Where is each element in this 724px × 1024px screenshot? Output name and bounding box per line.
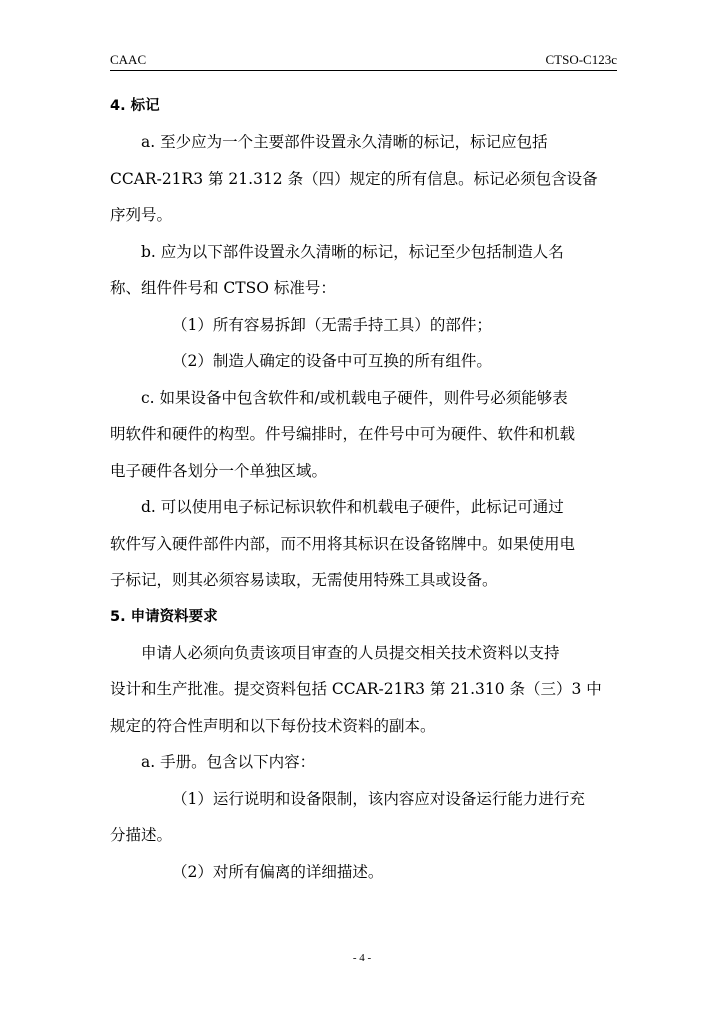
para-5-line-2: 设计和生产批准。提交资料包括 CCAR-21R3 第 21.310 条（三）3 中 xyxy=(110,680,602,698)
para-4d-line-2: 软件写入硬件部件内部，而不用将其标识在设备铭牌中。如果使用电 xyxy=(110,534,576,553)
para-4b-item-2: （2）制造人确定的设备中可互换的所有组件。 xyxy=(172,352,492,370)
page-header xyxy=(110,52,617,71)
section-5-heading: 5. 申请资料要求 xyxy=(110,608,218,625)
header-org: CAAC xyxy=(110,52,147,67)
para-4b-line-1: b. 应为以下部件设置永久清晰的标记，标记至少包括制造人名 xyxy=(141,242,564,261)
para-4c-line-3: 电子硬件各划分一个单独区域。 xyxy=(110,461,328,480)
para-4a-line-2: CCAR-21R3 第 21.312 条（四）规定的所有信息。标记必须包含设备 xyxy=(110,169,598,188)
page-number: - 4 - xyxy=(352,952,372,964)
para-5a-item-2: （2）对所有偏离的详细描述。 xyxy=(172,862,384,881)
para-4d-line-1: d. 可以使用电子标记标识软件和机载电子硬件，此标记可通过 xyxy=(141,498,564,516)
para-4c-line-2: 明软件和硬件的构型。件号编排时，在件号中可为硬件、软件和机载 xyxy=(110,425,576,443)
para-5a-line-1: a. 手册。包含以下内容： xyxy=(141,753,316,771)
para-5a-item-1-line-1: （1）运行说明和设备限制，该内容应对设备运行能力进行充 xyxy=(172,789,585,808)
header-doc-id: CTSO-C123c xyxy=(545,52,617,67)
para-4b-line-2: 称、组件件号和 CTSO 标准号： xyxy=(110,279,336,297)
para-4a-line-3: 序列号。 xyxy=(110,206,173,224)
para-5-line-1: 申请人必须向负责该项目审查的人员提交相关技术资料以支持 xyxy=(141,643,560,662)
para-5-line-3: 规定的符合性声明和以下每份技术资料的副本。 xyxy=(110,716,436,735)
para-4d-line-3: 子标记，则其必须容易读取，无需使用特殊工具或设备。 xyxy=(110,571,498,589)
section-4-heading: 4. 标记 xyxy=(110,98,160,114)
para-4b-item-1: （1）所有容易拆卸（无需手持工具）的部件； xyxy=(172,315,492,334)
para-4a-line-1: a. 至少应为一个主要部件设置永久清晰的标记，标记应包括 xyxy=(141,133,548,151)
para-5a-item-1-line-2: 分描述。 xyxy=(110,826,173,844)
document-body xyxy=(110,88,617,890)
para-4c-line-1: c. 如果设备中包含软件和/或机载电子硬件，则件号必须能够表 xyxy=(141,388,568,407)
